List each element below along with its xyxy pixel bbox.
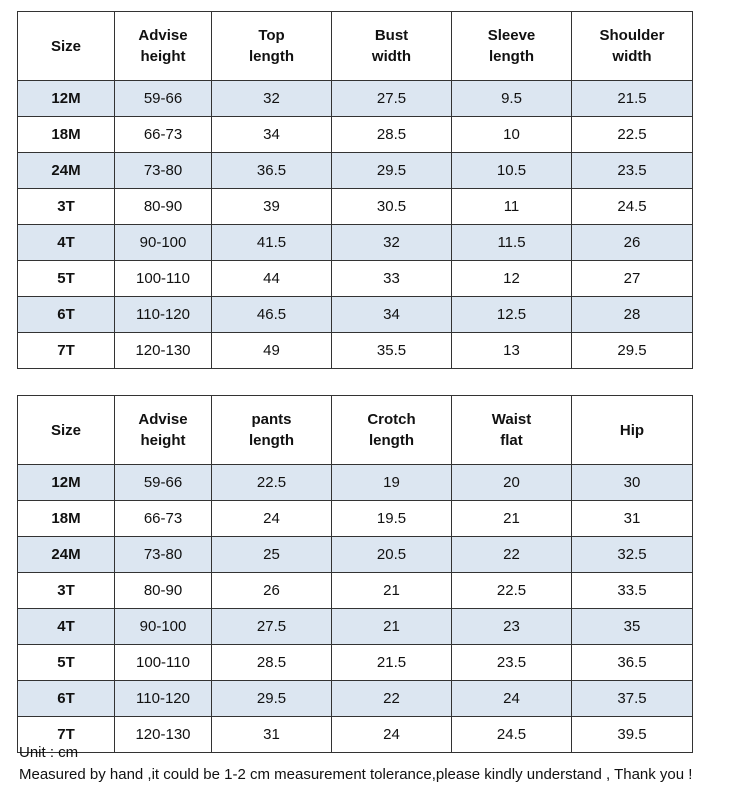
measurement-cell: 27.5 — [212, 609, 332, 645]
measurement-cell: 24 — [332, 717, 452, 753]
measurement-cell: 32 — [212, 81, 332, 117]
measurement-cell: 22.5 — [452, 573, 572, 609]
column-header-label: length — [249, 432, 294, 449]
measurement-cell: 73-80 — [115, 537, 212, 573]
table-header-row — [18, 12, 693, 81]
column-header-label: length — [249, 48, 294, 65]
top-size-table — [17, 11, 693, 369]
measurement-cell: 90-100 — [115, 225, 212, 261]
column-header-label: Advise — [138, 27, 188, 44]
measurement-cell: 110-120 — [115, 297, 212, 333]
measurement-cell: 12 — [452, 261, 572, 297]
measurement-cell: 34 — [332, 297, 452, 333]
column-header — [18, 396, 115, 465]
measurement-cell: 110-120 — [115, 681, 212, 717]
measurement-cell: 21.5 — [572, 81, 693, 117]
size-cell: 18M — [18, 501, 115, 537]
column-header — [452, 396, 572, 465]
measurement-cell: 20 — [452, 465, 572, 501]
size-cell: 7T — [18, 717, 115, 753]
column-header — [115, 12, 212, 81]
measurement-cell: 9.5 — [452, 81, 572, 117]
column-header-label: length — [369, 432, 414, 449]
measurement-cell: 66-73 — [115, 501, 212, 537]
table-row — [18, 225, 693, 261]
size-cell: 3T — [18, 189, 115, 225]
measurement-cell: 20.5 — [332, 537, 452, 573]
measurement-cell: 31 — [572, 501, 693, 537]
measurement-cell: 39.5 — [572, 717, 693, 753]
measurement-cell: 35 — [572, 609, 693, 645]
table-row — [18, 681, 693, 717]
table-header-row — [18, 396, 693, 465]
bottom-table-header — [18, 396, 693, 465]
column-header — [452, 12, 572, 81]
measurement-cell: 27.5 — [332, 81, 452, 117]
unit-note: Unit : cm — [19, 744, 79, 761]
measurement-cell: 120-130 — [115, 333, 212, 369]
measurement-cell: 59-66 — [115, 81, 212, 117]
measurement-cell: 39 — [212, 189, 332, 225]
table-row — [18, 297, 693, 333]
column-header — [332, 396, 452, 465]
column-header-label: Size — [50, 421, 81, 439]
measurement-cell: 11.5 — [452, 225, 572, 261]
measurement-cell: 13 — [452, 333, 572, 369]
measurement-cell: 21 — [452, 501, 572, 537]
table-row — [18, 537, 693, 573]
measurement-cell: 11 — [452, 189, 572, 225]
table-row — [18, 717, 693, 753]
size-cell: 6T — [18, 681, 115, 717]
column-header-label: height — [140, 48, 186, 65]
measurement-cell: 90-100 — [115, 609, 212, 645]
measurement-cell: 25 — [212, 537, 332, 573]
column-header-label: width — [612, 48, 652, 65]
measurement-cell: 100-110 — [115, 261, 212, 297]
top-table-body — [18, 81, 693, 369]
measurement-cell: 22 — [332, 681, 452, 717]
measurement-cell: 100-110 — [115, 645, 212, 681]
size-cell: 24M — [18, 153, 115, 189]
size-cell: 18M — [18, 117, 115, 153]
measurement-cell: 19 — [332, 465, 452, 501]
measurement-cell: 28 — [572, 297, 693, 333]
measurement-cell: 24.5 — [452, 717, 572, 753]
column-header — [18, 12, 115, 81]
measurement-cell: 46.5 — [212, 297, 332, 333]
measurement-cell: 23 — [452, 609, 572, 645]
measurement-cell: 41.5 — [212, 225, 332, 261]
tolerance-note: Measured by hand ,it could be 1-2 cm measurement tolerance,please kindly understand , Thank you ! — [19, 766, 693, 783]
measurement-cell: 26 — [212, 573, 332, 609]
column-header-label: pants — [251, 411, 292, 428]
measurement-cell: 31 — [212, 717, 332, 753]
size-cell: 12M — [18, 81, 115, 117]
measurement-cell: 30 — [572, 465, 693, 501]
measurement-cell: 33 — [332, 261, 452, 297]
bottom-table-body — [18, 465, 693, 753]
column-header-label: Size — [50, 37, 81, 55]
measurement-cell: 120-130 — [115, 717, 212, 753]
size-cell: 6T — [18, 297, 115, 333]
table-row — [18, 465, 693, 501]
size-cell: 4T — [18, 609, 115, 645]
table-row — [18, 645, 693, 681]
measurement-cell: 59-66 — [115, 465, 212, 501]
table-row — [18, 261, 693, 297]
column-header-label: Crotch — [367, 411, 416, 428]
measurement-cell: 32 — [332, 225, 452, 261]
measurement-cell: 66-73 — [115, 117, 212, 153]
column-header — [572, 396, 693, 465]
column-header-label: flat — [500, 432, 523, 449]
measurement-cell: 35.5 — [332, 333, 452, 369]
column-header — [212, 396, 332, 465]
measurement-cell: 34 — [212, 117, 332, 153]
measurement-cell: 28.5 — [212, 645, 332, 681]
measurement-cell: 26 — [572, 225, 693, 261]
column-header-label: Waist — [491, 411, 532, 428]
measurement-cell: 28.5 — [332, 117, 452, 153]
measurement-cell: 23.5 — [452, 645, 572, 681]
column-header — [572, 12, 693, 81]
measurement-cell: 21 — [332, 573, 452, 609]
column-header — [212, 12, 332, 81]
table-row — [18, 573, 693, 609]
measurement-cell: 23.5 — [572, 153, 693, 189]
column-header-label: Shoulder — [599, 27, 665, 44]
table-row — [18, 153, 693, 189]
measurement-cell: 21.5 — [332, 645, 452, 681]
measurement-cell: 29.5 — [212, 681, 332, 717]
table-row — [18, 81, 693, 117]
column-header-label: length — [489, 48, 534, 65]
measurement-cell: 12.5 — [452, 297, 572, 333]
column-header-label: Advise — [138, 411, 188, 428]
measurement-cell: 29.5 — [572, 333, 693, 369]
measurement-cell: 37.5 — [572, 681, 693, 717]
size-cell: 3T — [18, 573, 115, 609]
measurement-cell: 80-90 — [115, 189, 212, 225]
measurement-cell: 22.5 — [572, 117, 693, 153]
measurement-cell: 10.5 — [452, 153, 572, 189]
size-cell: 24M — [18, 537, 115, 573]
column-header-label: Bust — [374, 27, 409, 44]
measurement-cell: 24.5 — [572, 189, 693, 225]
measurement-cell: 10 — [452, 117, 572, 153]
size-cell: 12M — [18, 465, 115, 501]
measurement-cell: 36.5 — [572, 645, 693, 681]
measurement-cell: 73-80 — [115, 153, 212, 189]
column-header-label: width — [371, 48, 412, 65]
column-header-label: Hip — [619, 421, 645, 439]
bottom-size-table — [17, 395, 693, 753]
measurement-cell: 44 — [212, 261, 332, 297]
top-table-header — [18, 12, 693, 81]
measurement-cell: 24 — [452, 681, 572, 717]
table-row — [18, 609, 693, 645]
size-cell: 5T — [18, 261, 115, 297]
measurement-cell: 27 — [572, 261, 693, 297]
column-header-label: Top — [258, 27, 285, 44]
table-row — [18, 333, 693, 369]
measurement-cell: 33.5 — [572, 573, 693, 609]
column-header — [332, 12, 452, 81]
size-cell: 5T — [18, 645, 115, 681]
table-row — [18, 189, 693, 225]
measurement-cell: 22.5 — [212, 465, 332, 501]
measurement-cell: 36.5 — [212, 153, 332, 189]
measurement-cell: 80-90 — [115, 573, 212, 609]
measurement-cell: 22 — [452, 537, 572, 573]
column-header-label: height — [140, 432, 186, 449]
measurement-cell: 49 — [212, 333, 332, 369]
table-row — [18, 117, 693, 153]
table-row — [18, 501, 693, 537]
measurement-cell: 24 — [212, 501, 332, 537]
column-header — [115, 396, 212, 465]
size-cell: 7T — [18, 333, 115, 369]
measurement-cell: 32.5 — [572, 537, 693, 573]
measurement-cell: 29.5 — [332, 153, 452, 189]
column-header-label: Sleeve — [487, 27, 536, 44]
size-cell: 4T — [18, 225, 115, 261]
measurement-cell: 30.5 — [332, 189, 452, 225]
measurement-cell: 21 — [332, 609, 452, 645]
measurement-cell: 19.5 — [332, 501, 452, 537]
